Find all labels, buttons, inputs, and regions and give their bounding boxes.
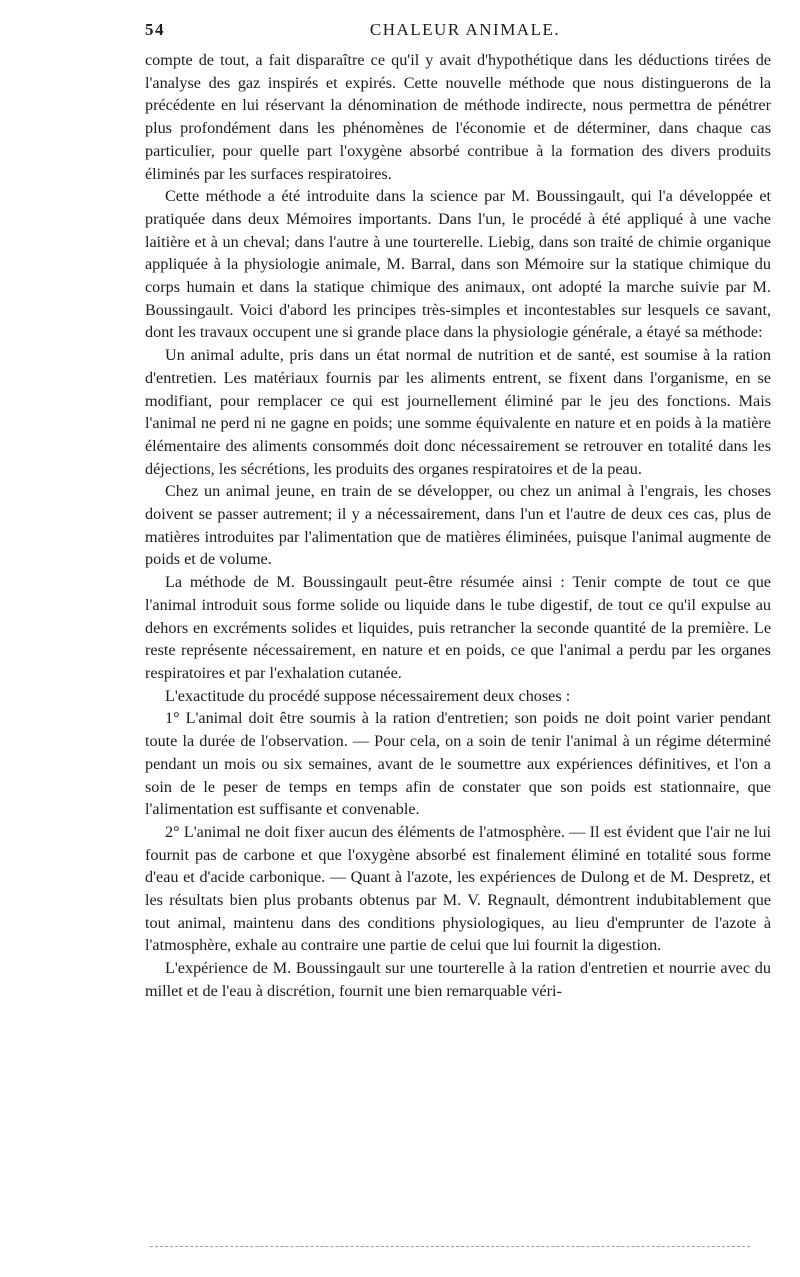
- body-text: [145, 49, 771, 1003]
- paragraph-two-conditions: L'exactitude du procédé suppose nécessairement deux choses :: [165, 686, 571, 705]
- paragraph-condition-2: 2° L'animal ne doit fixer aucun des éléments de l'atmosphère. — Il est évident que l'air ne lui fournit pas de carbone et que l'oxygène absorbé est finalement éliminé en totalité sous forme d'eau et d'acide carbonique. — Quant à l'azote, les expériences de Dulong et de M. Despretz, et les résultats bien plus probants obtenus par M. V. Regnault, démontrent indubitablement que tout animal, maintenu dans des conditions physiologiques, au lieu d'emprunter de l'azote à l'atmosphère, exhale au contraire une partie de celui que lui fournit la digestion.: [145, 822, 771, 955]
- page-header: [145, 20, 785, 50]
- paragraph-turtledove-experiment: L'expérience de M. Boussingault sur une tourterelle à la ration d'entretien et nourrie avec du millet et de l'eau à discrétion, fournit une bien remarquable véri-: [145, 959, 771, 1000]
- page-number: 54: [145, 20, 165, 39]
- running-title: CHALEUR ANIMALE.: [369, 20, 561, 39]
- paragraph-adult-animal: Un animal adulte, pris dans un état normal de nutrition et de santé, est soumise à la ration d'entretien. Les matériaux fournis par les aliments entrent, se fixent dans l'organisme, en se modifiant, pour remplacer ce qui est journellement éliminé par le jeu des fonctions. Mais l'animal ne perd ni ne gagne en poids; une somme équivalente en nature et en poids à la matière élémentaire des aliments consommés doit donc nécessairement se retrouver en totalité dans les déjections, les sécrétions, les produits des organes respiratoires et de la peau.: [145, 346, 771, 478]
- paragraph-young-animal: Chez un animal jeune, en train de se développer, ou chez un animal à l'engrais, les choses doivent se passer autrement; il y a nécessairement, dans l'un et l'autre de deux ces cas, plus de matières introduites par l'alimentation que de matières éliminées, puisque l'animal augmente de poids et de volume.: [145, 482, 771, 569]
- paragraph-continued: compte de tout, a fait disparaître ce qu'il y avait d'hypothétique dans les déductions tirées de l'analyse des gaz inspirés et expirés. Cette nouvelle méthode que nous distinguerons de la précédente en lui réservant la dénomination de méthode indirecte, nous permettra de pénétrer plus profondément dans les phénomènes de l'économie et de déterminer, dans chaque cas particulier, pour quelle part l'oxygène absorbé contribue à la formation des divers produits éliminés par les surfaces respiratoires.: [145, 51, 771, 183]
- paragraph-method-introduction: Cette méthode a été introduite dans la science par M. Boussingault, qui l'a développée et pratiquée dans deux Mémoires importants. Dans l'un, le procédé à été appliqué à une vache laitière et à un cheval; dans l'autre à une tourterelle. Liebig, dans son traité de chimie organique appliquée à la physiologie animale, M. Barral, dans son Mémoire sur la statique chimique du corps humain et dans la statique chimique des animaux, ont adopté la marche suivie par M. Boussingault. Voici d'abord les principes très-simples et incontestables sur lesquels ce savant, dont les travaux occupent une si grande place dans la physiologie générale, a étayé sa méthode:: [145, 187, 771, 342]
- paragraph-method-summary: La méthode de M. Boussingault peut-être résumée ainsi : Tenir compte de tout ce que l'animal introduit sous forme solide ou liquide dans le tube digestif, de tout ce qu'il expulse au dehors en excréments solides et liquides, puis retrancher la seconde quantité de la première. Le reste représente nécessairement, en nature et en poids, ce que l'animal a perdu par les organes respiratoires et par l'exhalation cutanée.: [145, 573, 771, 682]
- footer-rule: [150, 1246, 750, 1247]
- paragraph-condition-1: 1° L'animal doit être soumis à la ration d'entretien; son poids ne doit point varier pendant toute la durée de l'observation. — Pour cela, on a soin de tenir l'animal à un régime déterminé pendant un mois ou six semaines, avant de le soumettre aux expériences définitives, et l'on a soin de le peser de temps en temps afin de constater que son poids est stationnaire, que l'alimentation est suffisante et convenable.: [145, 709, 771, 819]
